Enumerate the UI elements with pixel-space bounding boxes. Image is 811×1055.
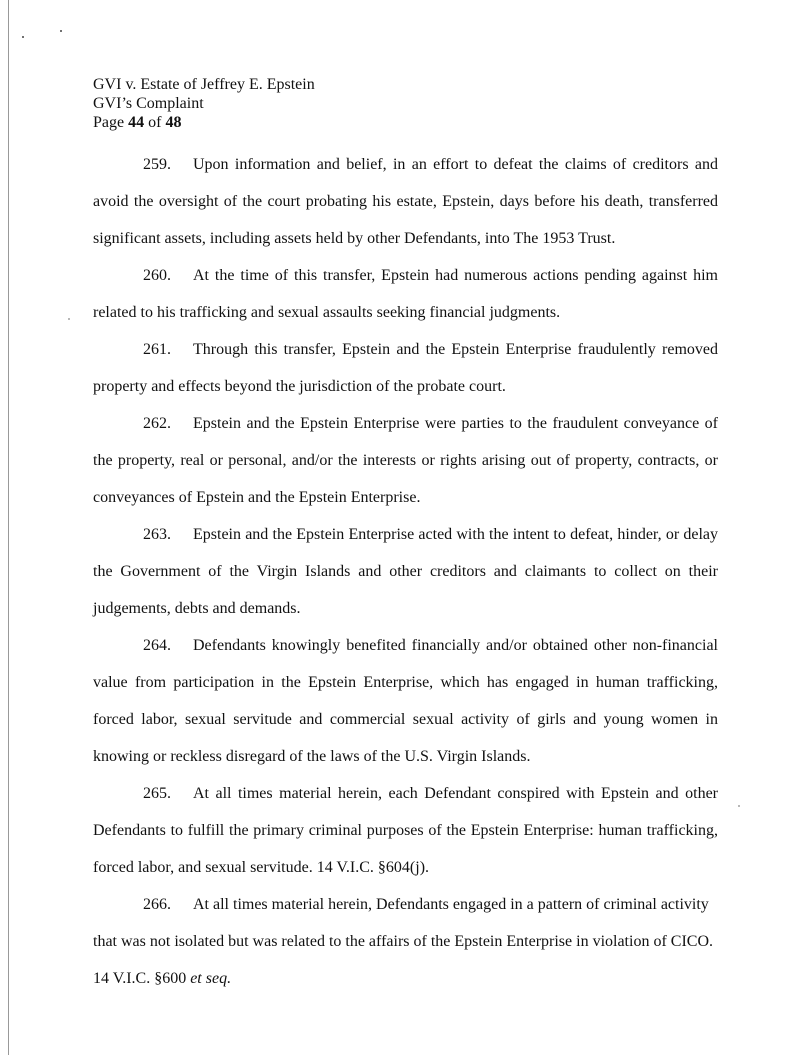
paragraph-261 (93, 331, 718, 405)
paragraph-265 (93, 775, 718, 886)
complaint-body (93, 146, 718, 997)
paragraph-number: 262. (143, 415, 171, 432)
paragraph-number: 264. (143, 637, 171, 654)
page-total: 48 (165, 114, 182, 131)
paragraph-number: 263. (143, 526, 171, 543)
document-title: GVI’s Complaint (93, 95, 204, 112)
paragraph-266 (93, 886, 718, 997)
paragraph-text: Epstein and the Epstein Enterprise acted with the intent to defeat, hinder, or delay the Government of the Virgin Islands and other creditors and claimants to collect on their judgements, debts and demands. (93, 526, 718, 617)
page-current: 44 (128, 114, 145, 131)
document-header (93, 75, 315, 132)
paragraph-number: 261. (143, 341, 171, 358)
page-of: of (144, 114, 166, 131)
paragraph-number: 259. (143, 156, 171, 173)
paragraph-260 (93, 257, 718, 331)
paragraph-text: Epstein and the Epstein Enterprise were parties to the fraudulent conveyance of the property, real or personal, and/or the interests or rights arising out of property, contracts, or conveyances of Epstein and the Epstein Enterprise. (93, 415, 718, 506)
paragraph-text: At the time of this transfer, Epstein had numerous actions pending against him related to his trafficking and sexual assaults seeking financial judgments. (93, 267, 718, 321)
paragraph-text: At all times material herein, Defendants engaged in a pattern of criminal activity that was not isolated but was related to the affairs of the Epstein Enterprise in violation of CICO. 14 V.I.C. §600 (93, 896, 713, 987)
scan-edge-line (8, 0, 9, 1055)
paragraph-number: 266. (143, 896, 171, 913)
paragraph-text: Upon information and belief, in an effort to defeat the claims of creditors and avoid the oversight of the court probating his estate, Epstein, days before his death, transferred significant assets, including assets held by other Defendants, into The 1953 Trust. (93, 156, 718, 247)
paragraph-263 (93, 516, 718, 627)
page-indicator (93, 113, 315, 132)
paragraph-text: Through this transfer, Epstein and the Epstein Enterprise fraudulently removed property and effects beyond the jurisdiction of the probate court. (93, 341, 718, 395)
paragraph-number: 260. (143, 267, 171, 284)
citation-et-seq: et seq. (190, 970, 232, 987)
page-prefix: Page (93, 114, 129, 131)
scan-speck (60, 30, 62, 32)
scan-speck (68, 318, 70, 320)
scan-speck (738, 805, 740, 807)
paragraph-259 (93, 146, 718, 257)
scan-speck (22, 36, 24, 38)
paragraph-text: Defendants knowingly benefited financially and/or obtained other non-financial value from participation in the Epstein Enterprise, which has engaged in human trafficking, forced labor, sexual servitude and commercial sexual activity of girls and young women in knowing or reckless disregard of the laws of the U.S. Virgin Islands. (93, 637, 718, 765)
paragraph-264 (93, 627, 718, 775)
paragraph-number: 265. (143, 785, 171, 802)
paragraph-262 (93, 405, 718, 516)
paragraph-text: At all times material herein, each Defendant conspired with Epstein and other Defendants to fulfill the primary criminal purposes of the Epstein Enterprise: human trafficking, forced labor, and sexual servitude. 14 V.I.C. §604(j). (93, 785, 718, 876)
case-caption: GVI v. Estate of Jeffrey E. Epstein (93, 76, 315, 93)
